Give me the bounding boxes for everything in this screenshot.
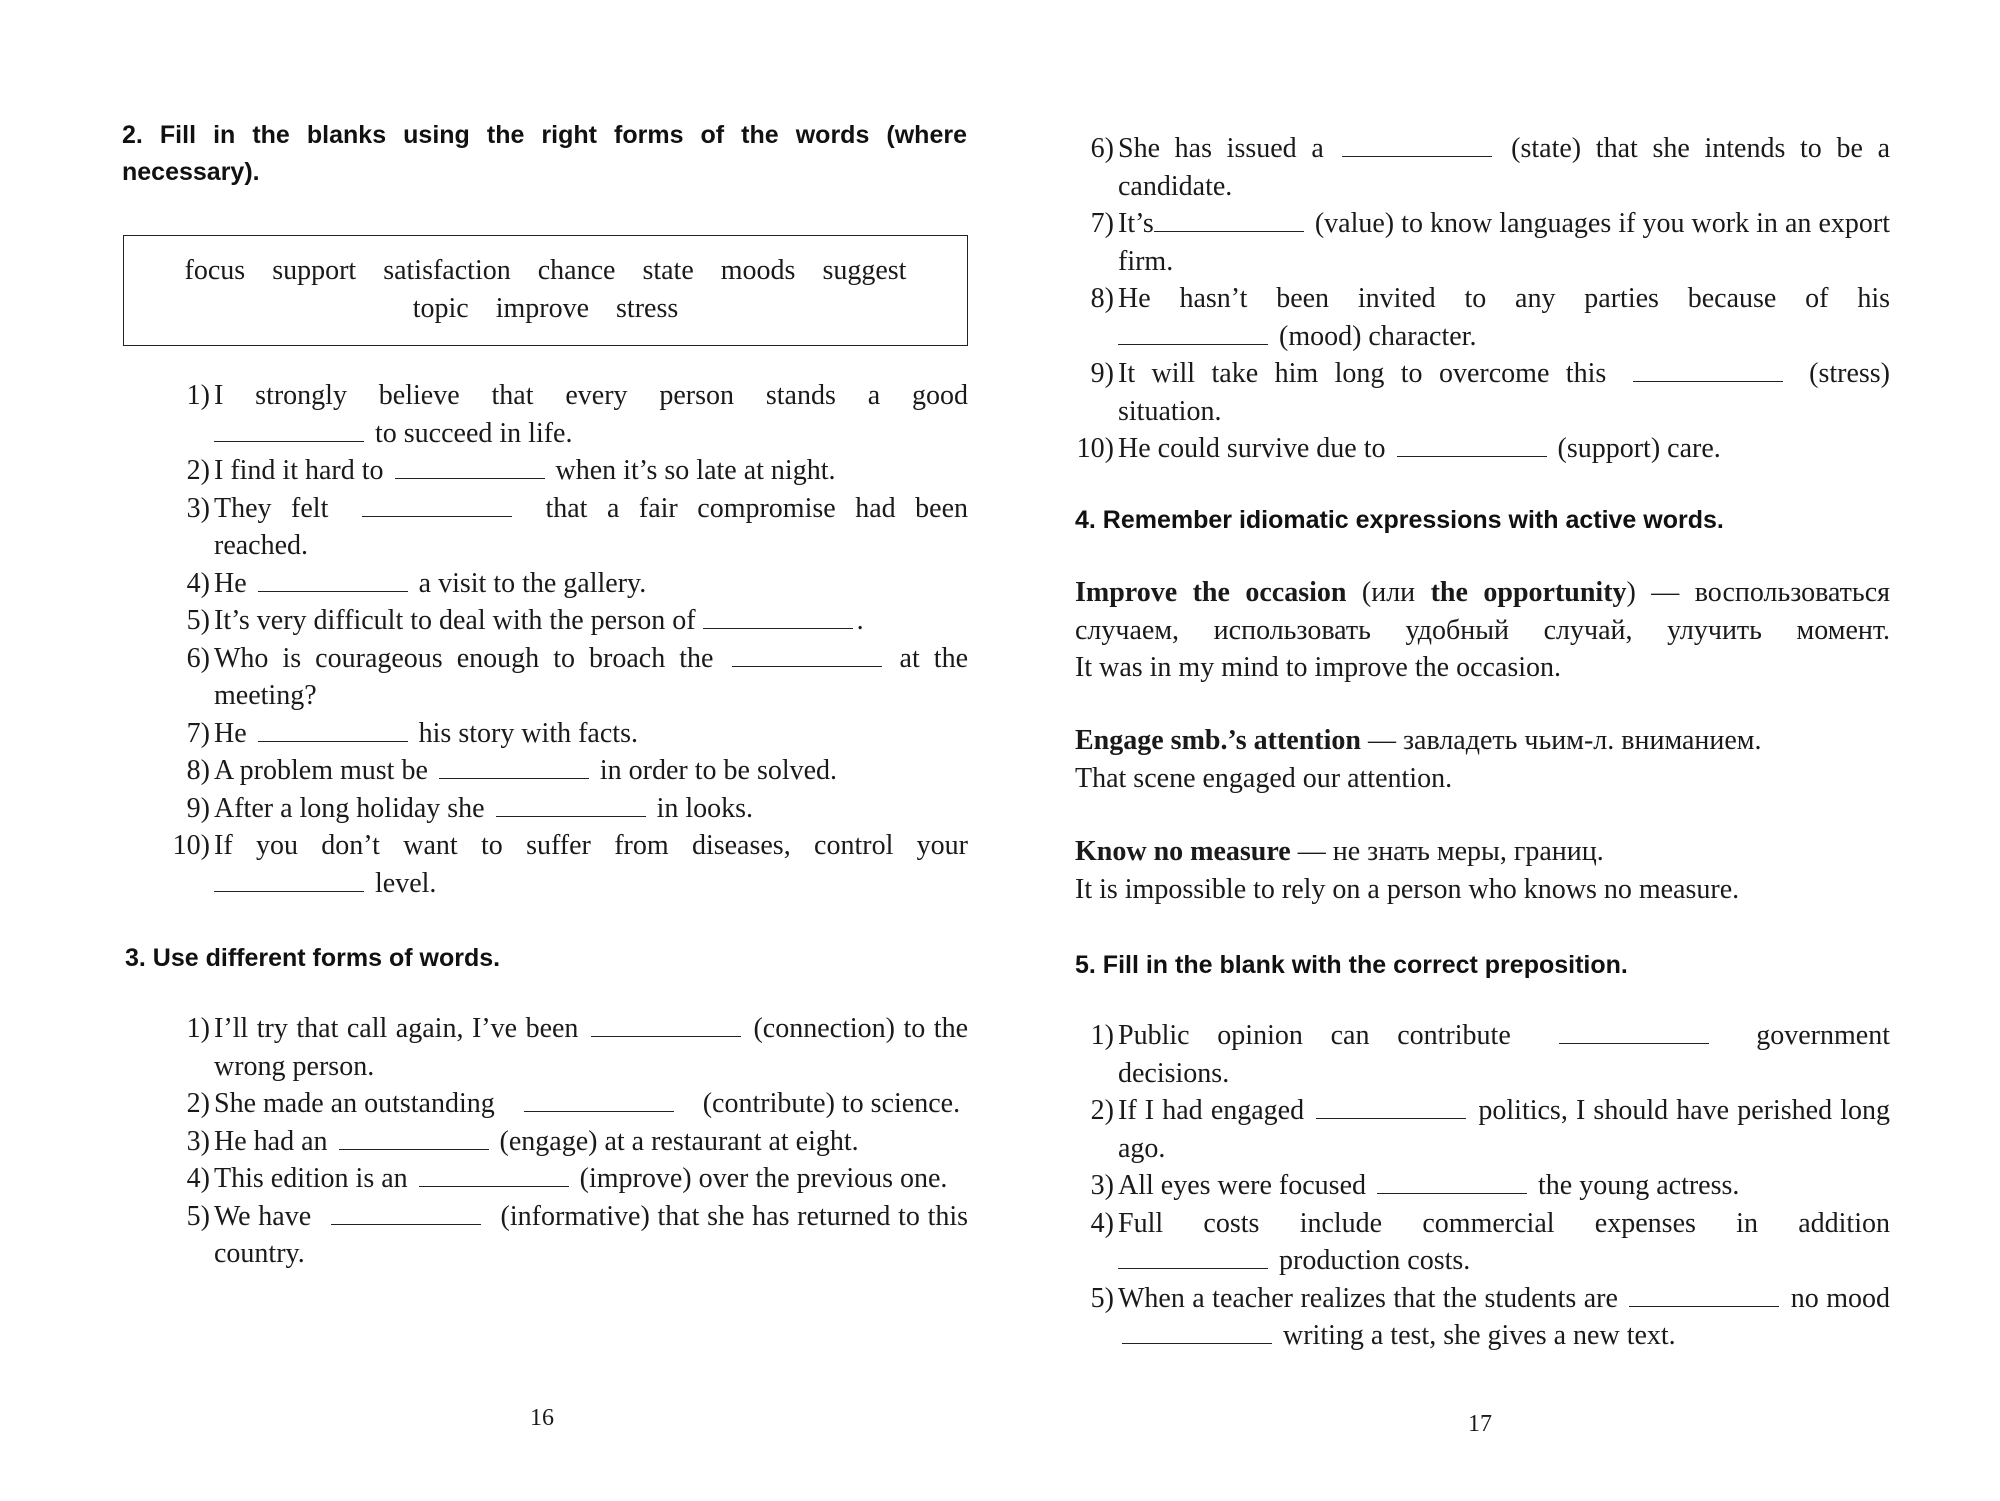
list-item <box>1072 1017 1890 1092</box>
item-number: 6) <box>1090 133 1114 164</box>
list-item <box>168 565 968 603</box>
answer-blank[interactable] <box>214 867 364 892</box>
item-text: (connection) to the wrong person. <box>214 1013 969 1082</box>
item-text: in looks. <box>656 792 754 824</box>
item-text: his story with facts. <box>418 717 638 749</box>
idiom-entry <box>1075 574 1890 687</box>
item-text: level. <box>375 867 437 899</box>
idiom-dash: — <box>1297 836 1326 867</box>
word-box-word: support <box>272 255 357 286</box>
idiom-term: Engage smb.’s attention <box>1075 725 1361 756</box>
list-item <box>1072 205 1890 280</box>
answer-blank[interactable] <box>703 604 853 629</box>
idiom-term: Improve the occasion <box>1075 577 1347 608</box>
item-text: She has issued a <box>1118 133 1324 164</box>
word-box-row-1 <box>124 252 967 290</box>
idiom-entry <box>1075 722 1890 797</box>
item-text: All eyes were focused <box>1118 1170 1367 1201</box>
answer-blank[interactable] <box>214 417 364 442</box>
word-box-word: stress <box>616 292 679 324</box>
answer-blank[interactable] <box>1633 357 1783 382</box>
list-item <box>168 752 968 790</box>
item-text: (mood) character. <box>1279 320 1477 352</box>
answer-blank[interactable] <box>1377 1169 1527 1194</box>
exercise-2-heading: 2. Fill in the blanks using the right forms of the words (where necessary). <box>122 121 967 186</box>
item-text: Public opinion can contribute <box>1118 1020 1511 1051</box>
exercise-2-list <box>168 377 968 902</box>
item-number: 8) <box>186 755 210 786</box>
item-text: production costs. <box>1279 1245 1471 1276</box>
item-text: (value) to know languages if you work in an export firm. <box>1118 208 1890 277</box>
list-item <box>168 1123 968 1161</box>
answer-blank[interactable] <box>1154 207 1304 232</box>
item-text: I find it hard to <box>214 455 384 486</box>
item-text: (contribute) to science. <box>702 1088 961 1119</box>
idiom-definition <box>1075 574 1890 649</box>
answer-blank[interactable] <box>1118 320 1268 345</box>
list-item <box>168 490 968 565</box>
idiom-definition <box>1075 722 1890 760</box>
item-number: 3) <box>186 1125 210 1157</box>
list-item <box>1072 1205 1890 1280</box>
item-text: If you don’t want to suffer from diseases, control your <box>214 830 968 861</box>
item-number: 9) <box>1090 358 1114 389</box>
list-item <box>168 790 968 828</box>
list-item <box>1072 1167 1890 1205</box>
answer-blank[interactable] <box>732 642 882 667</box>
page-number: 17 <box>1468 1411 1492 1437</box>
idiom-paren: ) <box>1626 577 1636 608</box>
word-box-word: focus <box>184 255 246 286</box>
answer-blank[interactable] <box>1559 1019 1709 1044</box>
exercise-5-list <box>1072 1017 1890 1355</box>
idiom-paren-word: или <box>1371 577 1416 608</box>
item-text: a visit to the gallery. <box>418 567 647 599</box>
idiom-meaning: завладеть чьим-л. вниманием. <box>1402 725 1762 756</box>
idiom-meaning: не знать меры, границ. <box>1332 836 1604 867</box>
item-number: 10) <box>1076 433 1114 464</box>
list-item <box>168 452 968 490</box>
list-item <box>168 715 968 753</box>
item-number: 9) <box>186 792 210 824</box>
answer-blank[interactable] <box>258 717 408 742</box>
item-text: (improve) over the previous one. <box>579 1163 948 1194</box>
idiom-example: It was in my mind to improve the occasion. <box>1075 652 1562 683</box>
item-number: 6) <box>186 642 210 674</box>
item-text: He <box>214 567 247 599</box>
item-text: . <box>856 605 864 636</box>
item-text: (support) care. <box>1557 433 1721 464</box>
answer-blank[interactable] <box>1629 1282 1779 1307</box>
answer-blank[interactable] <box>524 1087 674 1112</box>
item-text: He hasn’t been invited to any parties because of his <box>1118 283 1890 314</box>
word-box-row-2 <box>124 290 967 328</box>
list-item <box>168 377 968 452</box>
answer-blank[interactable] <box>1342 132 1492 157</box>
item-number: 10) <box>172 830 210 861</box>
word-box-word: suggest <box>822 255 907 286</box>
idiom-paren: ( <box>1361 577 1372 608</box>
item-number: 8) <box>1090 283 1114 314</box>
item-text: (stress) situation. <box>1118 358 1891 427</box>
answer-blank[interactable] <box>419 1162 569 1187</box>
answer-blank[interactable] <box>1397 432 1547 457</box>
item-text: It’s <box>1118 208 1154 239</box>
item-text: (engage) at a restaurant at eight. <box>499 1125 859 1157</box>
item-number: 7) <box>1090 208 1114 239</box>
idiom-term: Know no measure <box>1075 836 1291 867</box>
word-box-word: state <box>642 255 694 286</box>
list-item <box>168 640 968 715</box>
word-box-word: improve <box>495 292 590 324</box>
item-number: 3) <box>1090 1170 1114 1201</box>
item-text: in order to be solved. <box>599 755 838 786</box>
item-number: 5) <box>1090 1282 1114 1314</box>
item-text: no mood <box>1790 1282 1891 1314</box>
exercise-5-heading: 5. Fill in the blank with the correct preposition. <box>1075 951 1628 979</box>
answer-blank[interactable] <box>331 1200 481 1225</box>
idiom-definition <box>1075 833 1890 871</box>
answer-blank[interactable] <box>362 492 512 517</box>
word-box-word: chance <box>537 255 616 286</box>
item-text: This edition is an <box>214 1163 408 1194</box>
list-item <box>1072 1092 1890 1167</box>
item-text: It will take him long to overcome this <box>1118 358 1607 389</box>
answer-blank[interactable] <box>1316 1094 1466 1119</box>
exercise-3-list <box>168 1010 968 1273</box>
list-item <box>168 1198 968 1273</box>
list-item <box>168 1010 968 1085</box>
item-text: government decisions. <box>1118 1020 1890 1089</box>
item-number: 3) <box>186 492 210 524</box>
idiom-meaning: воспользоваться случаем, использовать удобный случай, улучить момент. <box>1075 577 1890 646</box>
answer-blank[interactable] <box>591 1012 741 1037</box>
idiom-entry <box>1075 833 1890 908</box>
idiom-dash: — <box>1367 725 1396 756</box>
word-box-word: topic <box>412 292 469 324</box>
item-number: 2) <box>186 455 210 486</box>
answer-blank[interactable] <box>1122 1319 1272 1344</box>
item-number: 1) <box>1090 1020 1114 1051</box>
answer-blank[interactable] <box>339 1125 489 1150</box>
list-item <box>1072 355 1890 430</box>
item-text: Full costs include commercial expenses in addition <box>1118 1207 1890 1239</box>
item-text: When a teacher realizes that the students are <box>1118 1282 1618 1314</box>
answer-blank[interactable] <box>1118 1244 1268 1269</box>
item-text: I strongly believe that every person stands a good <box>214 380 968 411</box>
idiom-example: It is impossible to rely on a person who knows no measure. <box>1075 873 1740 905</box>
item-number: 5) <box>186 1200 210 1232</box>
idiom-example: That scene engaged our attention. <box>1075 762 1453 794</box>
word-box <box>123 235 968 346</box>
item-text: to succeed in life. <box>375 417 573 449</box>
list-item <box>168 1160 968 1198</box>
answer-blank[interactable] <box>395 454 545 479</box>
item-number: 4) <box>1090 1207 1114 1239</box>
item-text: (state) that she intends to be a candidate. <box>1118 133 1891 202</box>
word-box-word: satisfaction <box>383 255 511 286</box>
item-text: She made an outstanding <box>214 1088 495 1119</box>
item-text: It’s very difficult to deal with the person of <box>214 605 696 636</box>
item-text: at the meeting? <box>214 642 969 711</box>
item-text: Who is courageous enough to broach the <box>214 642 714 674</box>
item-text: that a fair compromise had been reached. <box>214 492 969 561</box>
list-item <box>1072 130 1890 205</box>
list-item <box>168 827 968 902</box>
item-text: After a long holiday she <box>214 792 485 824</box>
item-text: when it’s so late at night. <box>555 455 836 486</box>
exercise-3-continued-list <box>1072 130 1890 468</box>
answer-blank[interactable] <box>496 792 646 817</box>
item-number: 2) <box>1090 1095 1114 1126</box>
item-text: (informative) that she has returned to this country. <box>214 1200 969 1269</box>
item-text: writing a test, she gives a new text. <box>1283 1320 1676 1351</box>
item-text: I’ll try that call again, I’ve been <box>214 1013 579 1044</box>
idiom-dash: — <box>1651 577 1680 608</box>
item-text: He had an <box>214 1125 328 1157</box>
item-text: He <box>214 717 247 749</box>
list-item <box>168 602 968 640</box>
word-box-word: moods <box>720 255 796 286</box>
item-text: politics, I should have perished long ago. <box>1118 1095 1891 1164</box>
list-item <box>1072 430 1890 468</box>
list-item <box>1072 1280 1890 1355</box>
item-text: He could survive due to <box>1118 433 1386 464</box>
idiom-term-alt: the opportunity <box>1430 577 1627 608</box>
item-number: 4) <box>186 567 210 599</box>
list-item <box>1072 280 1890 355</box>
item-text: We have <box>214 1200 312 1232</box>
item-text: They felt <box>214 492 329 524</box>
answer-blank[interactable] <box>258 567 408 592</box>
item-text: the young actress. <box>1538 1170 1740 1201</box>
item-text: A problem must be <box>214 755 428 786</box>
item-number: 1) <box>186 380 210 411</box>
item-number: 1) <box>186 1013 210 1044</box>
item-number: 7) <box>186 717 210 749</box>
item-number: 2) <box>186 1088 210 1119</box>
exercise-3-heading: 3. Use different forms of words. <box>125 944 501 972</box>
answer-blank[interactable] <box>439 754 589 779</box>
item-number: 5) <box>186 605 210 636</box>
right-page <box>1000 0 2000 1501</box>
item-number: 4) <box>186 1163 210 1194</box>
page-number: 16 <box>530 1405 554 1431</box>
list-item <box>168 1085 968 1123</box>
exercise-4-heading: 4. Remember idiomatic expressions with active words. <box>1075 506 1724 534</box>
item-text: If I had engaged <box>1118 1095 1305 1126</box>
